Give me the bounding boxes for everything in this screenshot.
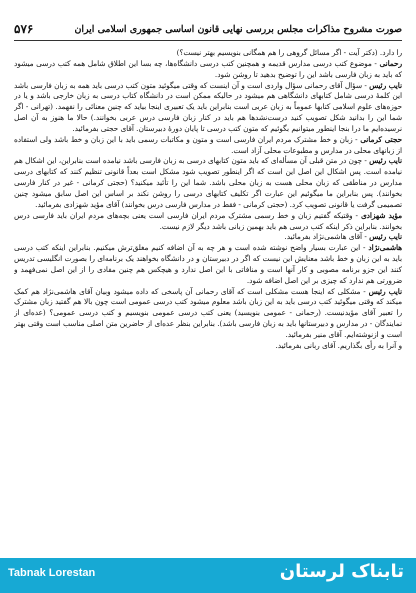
paragraph-text: - وقتیکه گفتیم زبان و خط رسمی مشترک مردم ایران فارسی است یعنی بچه‌های مردم ایران باید فارسی درس بخوانند. بنابراین ذکر اینکه کتب درسی هم باید بهمین زبانی باشد دیگر لازم نیست. bbox=[14, 210, 402, 231]
footer-label-persian: تابناک لرستان bbox=[279, 561, 404, 582]
paragraph-text: - آقای هاشمی‌نژاد بفرمائید. bbox=[284, 232, 367, 242]
paragraph-text: - مشکلی که اینجا هست مشکلی است که آقای رحمانی آن پاسخی که داده میشود وبیان آقای هاشمی‌نژاد هم کمک میکند که وقتی میگوئید کتب درسی باید به این زبان باشد معلوم میشود کتب درسی عمومی است چون بالا هم گفتید زبان مشترک را تعبیر آقای مؤیدنیست. (رحمانی - عمومی بنویسید) یعنی کتب درسی عمومی بنویسیم و کتب درسی عمومی؟ (عده‌ای از نمایندگان - در مدارس و دبیرستانها باید به زبان فارسی باشد). بنابراین بنظر عده‌ای از حاضرین متن اصلی مناسب است وقتی بهتر است و ازنوشته‌ایم. آقای منیر بفرمائید. bbox=[14, 286, 402, 339]
watermark-footer bbox=[0, 558, 416, 593]
paragraph bbox=[14, 81, 402, 135]
footer-label-latin: Tabnak Lorestan bbox=[8, 567, 96, 579]
speaker-name: نایب رئیس bbox=[368, 286, 402, 296]
document-body bbox=[14, 48, 402, 553]
paragraph bbox=[14, 48, 402, 59]
paragraph bbox=[14, 232, 402, 243]
paragraph bbox=[14, 135, 402, 157]
paragraph-text: - موضوع کتب درسی مدارس قدیمه و همچنین کتب درسی دانشگاه‌ها، چه بسا این اطلاق شامل همه کتب درسی میشود که باید به زبان فارسی باشد این را توضیح بدهید تا روشن شود. bbox=[14, 58, 402, 79]
page-number: ۵۷۶ bbox=[14, 22, 34, 36]
paragraph-text: - زبان و خط مشترک مردم ایران فارسی است و متون و مکاتبات رسمی باید با این زبان و خط باشد ولی استفاده از زبانهای محلی در مدارس و مطبوعات محلی آزاد است. bbox=[14, 134, 402, 155]
speaker-name: حجتی کرمانی bbox=[360, 134, 402, 144]
paragraph bbox=[14, 59, 402, 81]
paragraph bbox=[14, 287, 402, 341]
speaker-name: نایب رئیس bbox=[369, 156, 402, 166]
speaker-name: رحمانی bbox=[379, 58, 402, 68]
paragraph bbox=[14, 211, 402, 233]
speaker-name: هاشمی‌نژاد bbox=[368, 243, 402, 253]
page-header bbox=[14, 18, 402, 41]
document-page bbox=[14, 18, 402, 557]
page-title: صورت مشروح مذاکرات مجلس بررسی نهایی قانون اساسی جمهوری اسلامی ایران bbox=[74, 23, 402, 35]
paragraph-text: را دارد. (دکتر آیت - اگر مسائل گروهی را هم همگانی بنویسیم بهتر نیست؟) bbox=[176, 48, 402, 57]
paragraph-text: - چون در متن قبلی آن مسأله‌ای که باید متون کتابهای درسی به زبان فارسی باشد نیامده است بنابراین، این اشکال هم نیامده است. پس اشکال این اصل این است که اگر اینطور تصویب شود مشکل است بعداً قانونی تنظیم کنند که کتابهای درسی مدارس در مناطقی که زبان محلی هست به زبان محلی باشد. شما این را تأئید میکنید؟ (حجتی کرمانی - غیر در کنار فارسی بخوانند). پس بنابراین ما میگوئیم این عبارت اگر تکلیف کتابهای درسی را روشن نکند بر اساس این اصل سابق میشود چنین تصمیمی گرفت یا قانونی تصویب کرد. (حجتی کرمانی - فقط در مدارس فارسی درس بخوانند) آقای مؤید شهزادی بفرمائید. bbox=[14, 156, 402, 209]
speaker-name: نایب رئیس bbox=[369, 232, 402, 242]
paragraph bbox=[14, 156, 402, 210]
paragraph bbox=[14, 341, 402, 352]
paragraph-text: - این عبارت بسیار واضح نوشته شده است و هر چه به آن اضافه کنیم مغلق‌ترش میکنیم. بنابراین اینکه کتب درسی باید به این زبان و خط باشد معنایش این نیست که اگر در دبیرستان و در دانشگاه بخواهند یک برنامه‌ای را بصورت انگلیسی تدریس کنند این جزو برنامه مصوبی و کار آنها است و منافاتی با این اصل ندارد و هیچکس هم چنین مفادی را از این اصل نمی‌فهمد و ضرورتی هم ندارد که چیزی بر این اصل اضافه شود. bbox=[14, 243, 402, 285]
paragraph-text: - سؤال آقای رحمانی سؤال واردی است و آن اینست که وقتی میگوئید متون کتب درسی باید همه به زبان فارسی باشد این کلمهٔ درسی شامل کتابهای دانشگاهی هم میشود در حالیکه ممکن است در دانشگاه کتاب درسی به زبان خارجی باشد و یا در حوزه‌های علوم اسلامی کتابها عموماً به زبان عربی است بنابراین باید یک تعبیری اینجا بیاید که چنین معنائی را نفهمد. (تهرانی - اگر شما این را بدانید شکل تصویب کنید درست‌نشدها هم باید در کنار زبان فارسی درس عربی بخوانند.) حالا ما هنوز به آن اصل نرسیده‌ایم ما درا بنجا اینطور میتوانیم بگوئیم که متون کتب درسی تا پایان دورهٔ دبیرستان. آقای حجتی بفرمائید. bbox=[14, 80, 402, 133]
paragraph bbox=[14, 243, 402, 286]
speaker-name: مؤید شهزادی bbox=[361, 210, 402, 220]
paragraph-text: و آنرا به رأی بگذاریم. آقای ربانی بفرمائید. bbox=[275, 340, 402, 350]
speaker-name: نایب رئیس bbox=[369, 80, 402, 90]
